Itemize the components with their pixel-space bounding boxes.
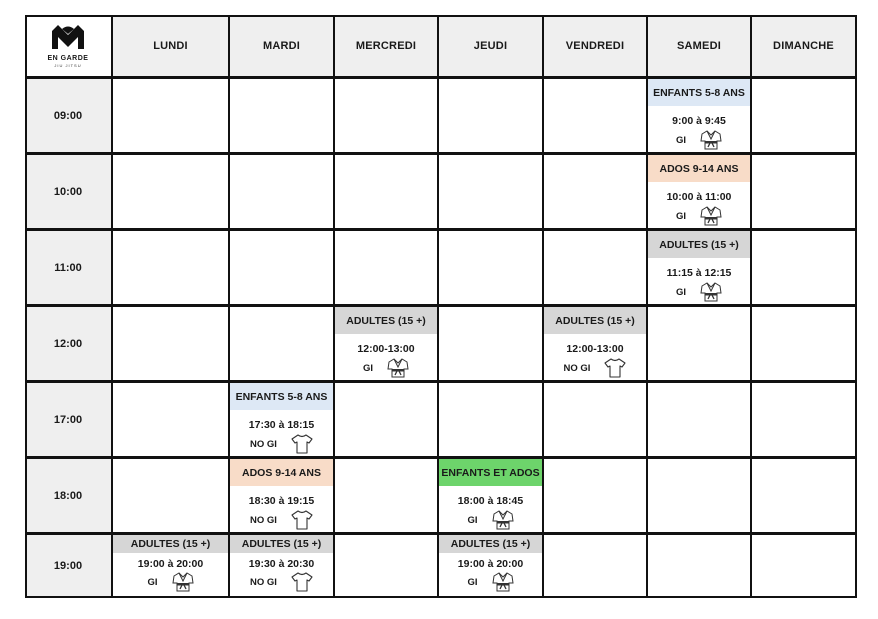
class-kind-text: NO GI <box>250 576 277 588</box>
gi-icon <box>172 572 194 592</box>
class-kind-text: GI <box>675 210 687 222</box>
class-kind-text: GI <box>362 362 374 374</box>
class-kind-text: GI <box>675 286 687 298</box>
class-kind <box>230 510 333 530</box>
class-kind-text: NO GI <box>563 362 591 374</box>
slot-cell <box>752 307 857 383</box>
class-kind <box>439 510 542 530</box>
slot-cell <box>335 231 439 307</box>
gi-icon <box>492 572 514 592</box>
class-block[interactable] <box>113 535 228 596</box>
slot-cell <box>752 459 857 535</box>
slot-cell <box>439 231 544 307</box>
slot-cell <box>439 79 544 155</box>
slot-cell <box>113 307 230 383</box>
class-hours: 17:30 à 18:15 <box>248 419 315 431</box>
class-label: ADULTES (15 +) <box>648 231 750 258</box>
slot-cell <box>544 535 648 598</box>
slot-cell <box>230 383 335 459</box>
slot-cell <box>113 155 230 231</box>
class-block[interactable] <box>544 307 646 380</box>
class-hours: 11:15 à 12:15 <box>666 267 732 279</box>
schedule-grid <box>25 15 857 598</box>
class-block[interactable] <box>648 155 750 228</box>
class-kind-text: GI <box>147 576 158 588</box>
class-label: ENFANTS 5-8 ANS <box>230 383 333 410</box>
class-kind <box>230 434 333 454</box>
class-label: ADULTES (15 +) <box>544 307 646 334</box>
slot-cell <box>335 459 439 535</box>
slot-cell <box>752 383 857 459</box>
day-header-dimanche: DIMANCHE <box>752 15 857 79</box>
slot-cell <box>648 79 752 155</box>
class-kind <box>439 572 542 592</box>
slot-cell <box>544 459 648 535</box>
class-label: ADOS 9-14 ANS <box>230 459 333 486</box>
time-label: 19:00 <box>25 535 113 598</box>
class-block[interactable] <box>230 535 333 596</box>
slot-cell <box>648 535 752 598</box>
class-block[interactable] <box>230 383 333 456</box>
time-label: 11:00 <box>25 231 113 307</box>
gi-icon <box>700 206 722 226</box>
class-hours: 18:00 à 18:45 <box>457 495 524 507</box>
class-kind-text: NO GI <box>250 514 277 526</box>
class-block[interactable] <box>439 459 542 532</box>
class-hours: 19:30 à 20:30 <box>248 558 315 570</box>
slot-cell <box>439 535 544 598</box>
slot-cell <box>230 231 335 307</box>
day-header-mercredi: MERCREDI <box>335 15 439 79</box>
slot-cell <box>230 79 335 155</box>
gi-icon <box>492 510 514 530</box>
day-header-mardi: MARDI <box>230 15 335 79</box>
class-label: ADULTES (15 +) <box>335 307 437 334</box>
slot-cell <box>230 535 335 598</box>
class-kind <box>648 206 750 226</box>
en-garde-logo-icon <box>48 23 88 53</box>
slot-cell <box>230 155 335 231</box>
slot-cell <box>544 79 648 155</box>
tshirt-icon <box>604 358 626 378</box>
day-header-vendredi: VENDREDI <box>544 15 648 79</box>
class-kind <box>335 358 437 378</box>
class-hours: 12:00-13:00 <box>566 343 624 355</box>
slot-cell <box>439 383 544 459</box>
class-kind <box>113 572 228 592</box>
slot-cell <box>648 459 752 535</box>
slot-cell <box>544 307 648 383</box>
slot-cell <box>648 155 752 231</box>
day-header-jeudi: JEUDI <box>439 15 544 79</box>
logo-cell <box>25 15 113 79</box>
time-label: 17:00 <box>25 383 113 459</box>
class-kind <box>648 130 750 150</box>
slot-cell <box>113 459 230 535</box>
slot-cell <box>335 79 439 155</box>
class-label: ENFANTS ET ADOS <box>439 459 542 486</box>
slot-cell <box>752 231 857 307</box>
class-block[interactable] <box>648 79 750 152</box>
class-hours: 10:00 à 11:00 <box>666 191 732 203</box>
class-label: ADULTES (15 +) <box>439 535 542 553</box>
slot-cell <box>113 79 230 155</box>
class-kind-text: GI <box>467 514 478 526</box>
slot-cell <box>335 383 439 459</box>
class-hours: 19:00 à 20:00 <box>137 558 204 570</box>
slot-cell <box>439 155 544 231</box>
class-block[interactable] <box>648 231 750 304</box>
class-kind <box>230 572 333 592</box>
class-label: ADULTES (15 +) <box>113 535 228 553</box>
day-header-samedi: SAMEDI <box>648 15 752 79</box>
class-hours: 18:30 à 19:15 <box>248 495 315 507</box>
class-block[interactable] <box>230 459 333 532</box>
time-label: 18:00 <box>25 459 113 535</box>
slot-cell <box>648 231 752 307</box>
slot-cell <box>230 459 335 535</box>
gi-icon <box>700 282 722 302</box>
class-label: ADOS 9-14 ANS <box>648 155 750 182</box>
slot-cell <box>335 535 439 598</box>
slot-cell <box>439 307 544 383</box>
slot-cell <box>752 155 857 231</box>
class-kind-text: NO GI <box>250 438 277 450</box>
class-label: ENFANTS 5-8 ANS <box>648 79 750 106</box>
slot-cell <box>752 535 857 598</box>
tshirt-icon <box>291 572 313 592</box>
slot-cell <box>544 231 648 307</box>
class-kind-text: GI <box>467 576 478 588</box>
logo-subtitle: JIU JITSU <box>54 63 82 68</box>
logo-name: EN GARDE <box>47 55 89 62</box>
class-kind-text: GI <box>675 134 687 146</box>
slot-cell <box>439 459 544 535</box>
class-hours: 12:00-13:00 <box>357 343 415 355</box>
slot-cell <box>230 307 335 383</box>
gi-icon <box>700 130 722 150</box>
slot-cell <box>113 231 230 307</box>
class-hours: 19:00 à 20:00 <box>457 558 524 570</box>
slot-cell <box>648 307 752 383</box>
slot-cell <box>648 383 752 459</box>
slot-cell <box>752 79 857 155</box>
time-label: 12:00 <box>25 307 113 383</box>
gi-icon <box>387 358 409 378</box>
slot-cell <box>113 535 230 598</box>
time-label: 10:00 <box>25 155 113 231</box>
day-header-lundi: LUNDI <box>113 15 230 79</box>
slot-cell <box>335 307 439 383</box>
class-block[interactable] <box>439 535 542 596</box>
time-label: 09:00 <box>25 79 113 155</box>
class-kind <box>544 358 646 378</box>
class-kind <box>648 282 750 302</box>
class-label: ADULTES (15 +) <box>230 535 333 553</box>
slot-cell <box>544 383 648 459</box>
tshirt-icon <box>291 434 313 454</box>
slot-cell <box>113 383 230 459</box>
slot-cell <box>544 155 648 231</box>
slot-cell <box>335 155 439 231</box>
class-hours: 9:00 à 9:45 <box>672 115 726 127</box>
class-block[interactable] <box>335 307 437 380</box>
tshirt-icon <box>291 510 313 530</box>
